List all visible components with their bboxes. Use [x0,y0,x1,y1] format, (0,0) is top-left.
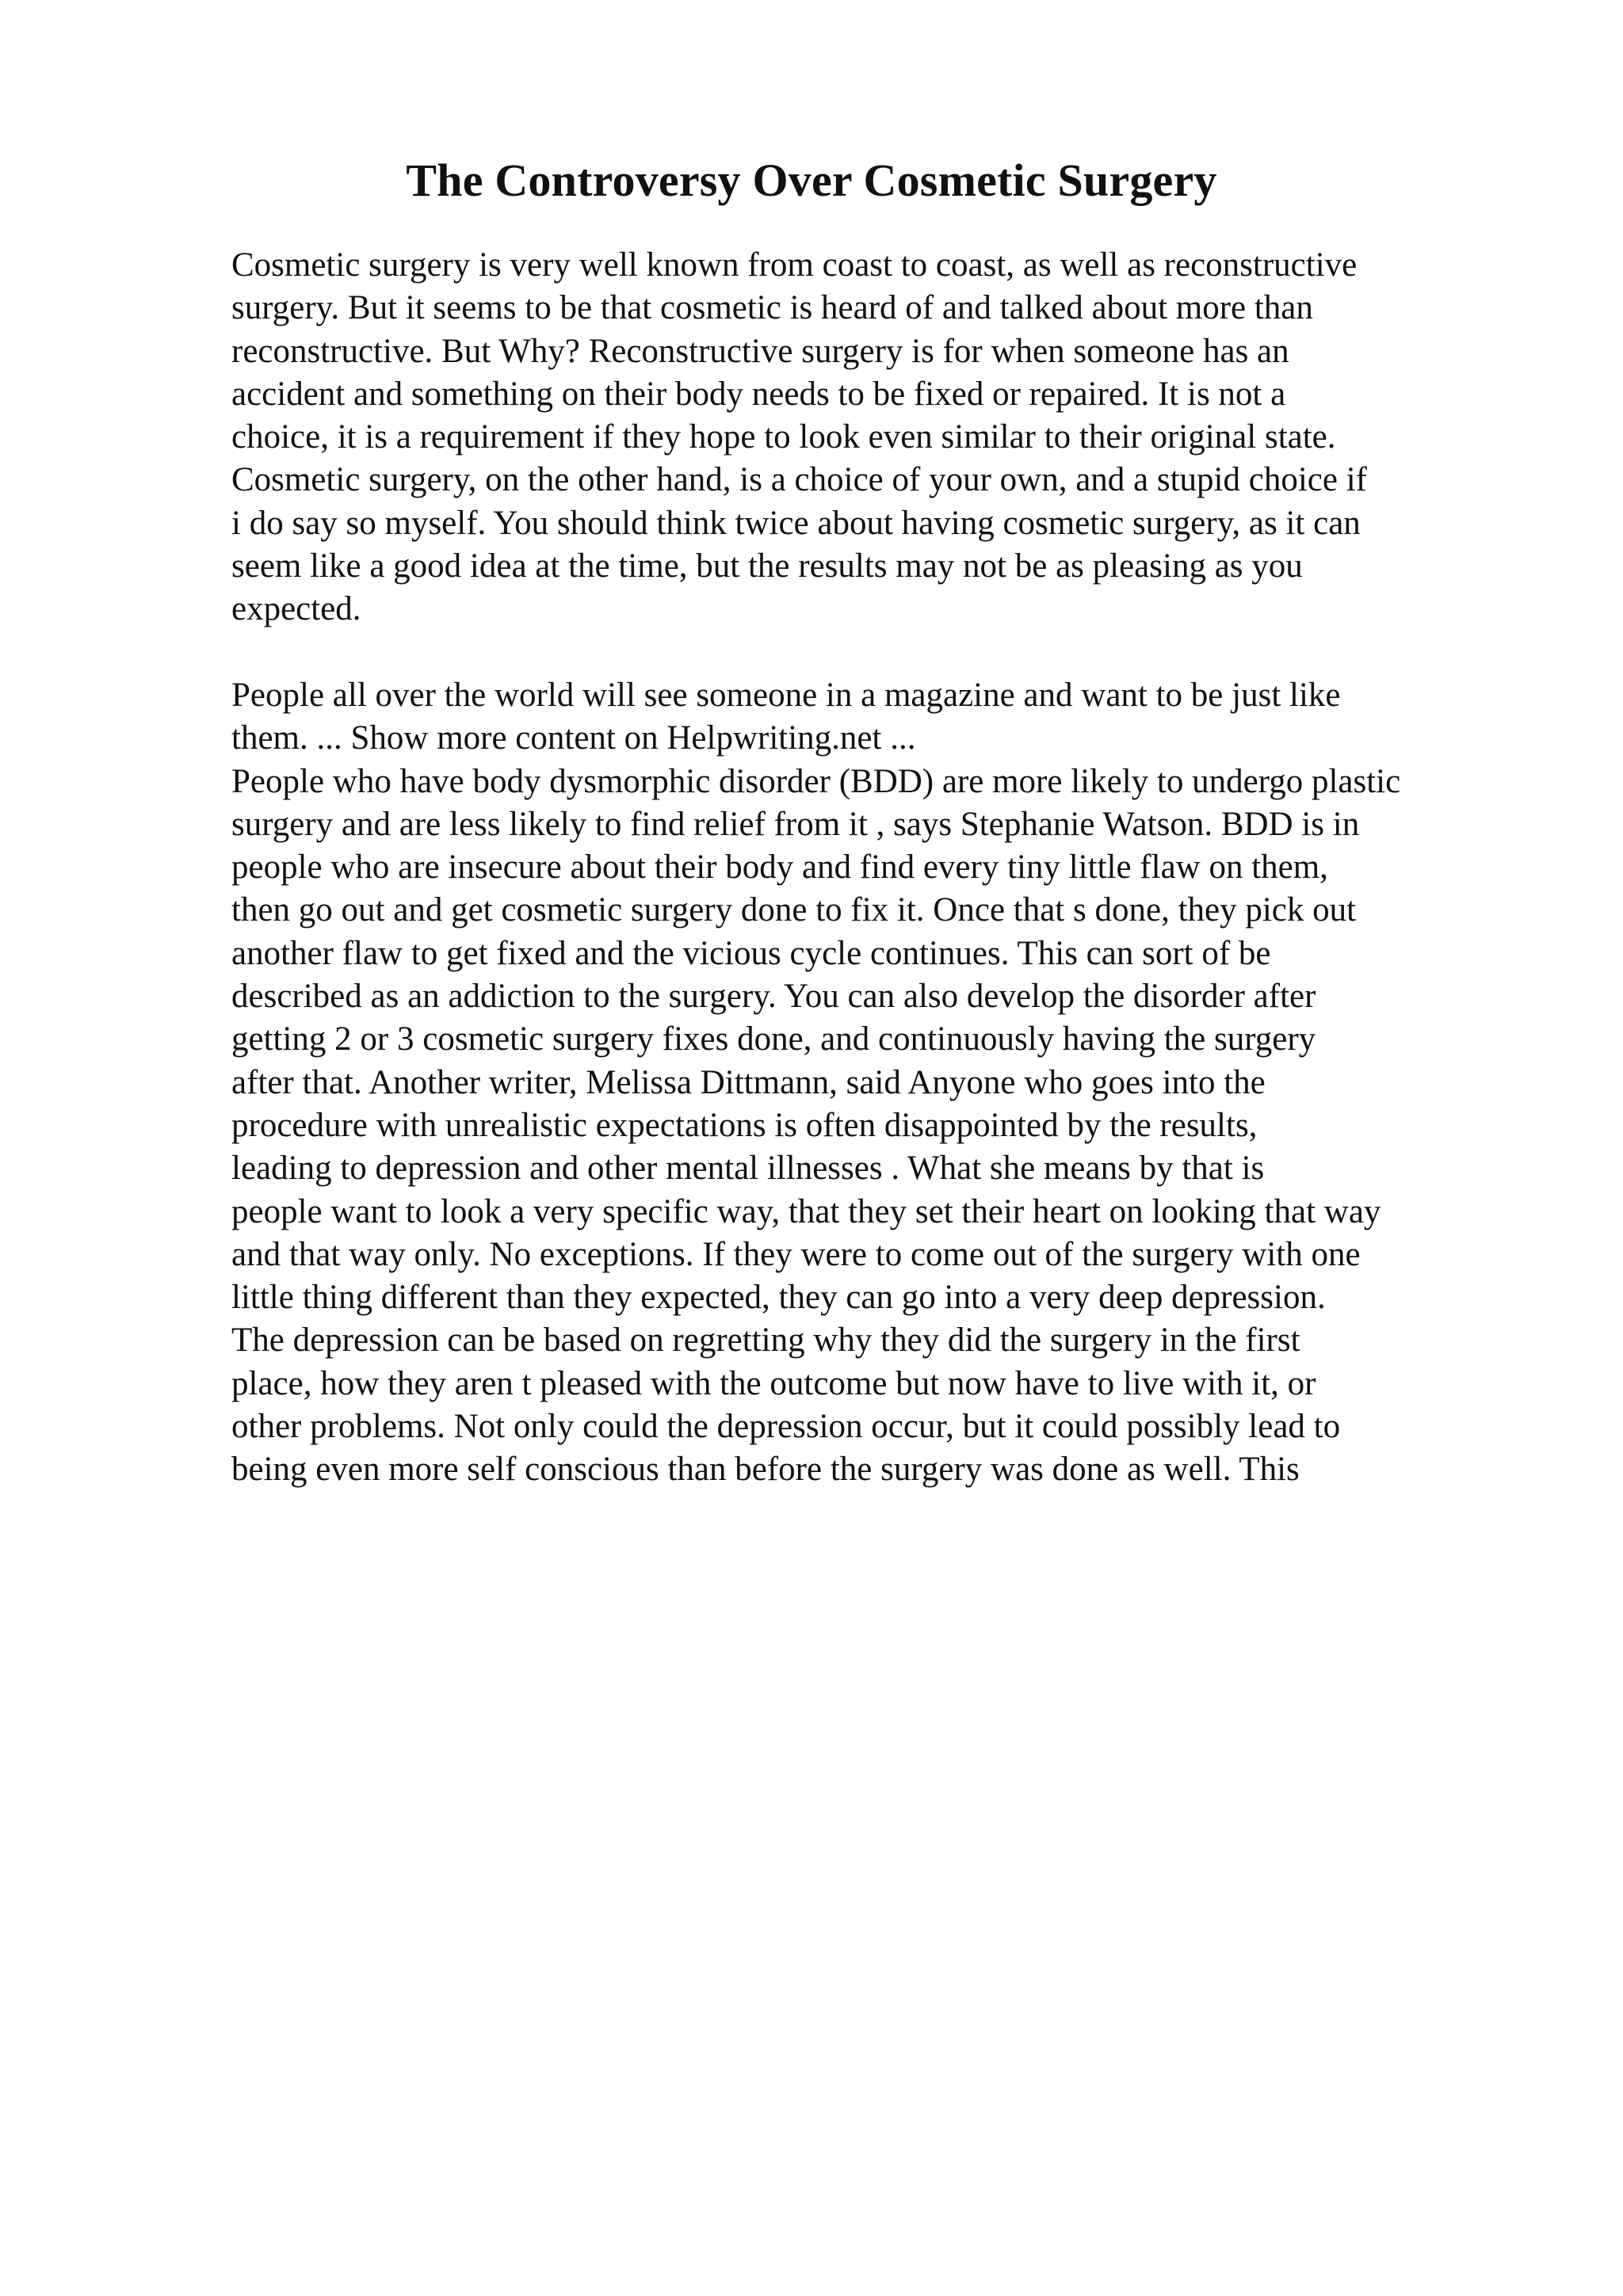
paragraph-gap [231,631,1531,674]
paragraph-1 [231,244,1531,631]
text-line: surgery. But it seems to be that cosmetic is heard of and talked about more than [231,289,1313,327]
text-line: people want to look a very specific way, that they set their heart on looking that way [231,1192,1381,1230]
document-title: The Controversy Over Cosmetic Surgery [406,154,1217,206]
text-line: Cosmetic surgery is very well known from coast to coast, as well as reconstructive [231,246,1358,284]
text-line: expected. [231,590,361,628]
text-line: seem like a good idea at the time, but the results may not be as pleasing as you [231,547,1303,585]
text-line: The depression can be based on regretting why they did the surgery in the first [231,1322,1300,1360]
text-line: procedure with unrealistic expectations is often disappointed by the results, [231,1106,1258,1144]
text-line: reconstructive. But Why? Reconstructive surgery is for when someone has an [231,332,1289,370]
text-line: another flaw to get fixed and the vicious cycle continues. This can sort of be [231,934,1271,972]
text-line: getting 2 or 3 cosmetic surgery fixes done, and continuously having the surgery [231,1020,1316,1058]
document-body [231,244,1531,1492]
text-line: choice, it is a requirement if they hope to look even similar to their original state. [231,418,1336,456]
text-line: people who are insecure about their body and find every tiny little flaw on them, [231,849,1328,887]
text-line: described as an addiction to the surgery. You can also develop the disorder after [231,978,1316,1016]
text-line: accident and something on their body needs to be fixed or repaired. It is not a [231,375,1286,413]
text-line: and that way only. No exceptions. If they were to come out of the surgery with one [231,1235,1361,1273]
text-line: Cosmetic surgery, on the other hand, is a choice of your own, and a stupid choice if [231,461,1367,499]
text-line: being even more self conscious than before the surgery was done as well. This [231,1451,1300,1489]
text-line: People who have body dysmorphic disorder (BDD) are more likely to undergo plastic [231,762,1401,800]
text-line: after that. Another writer, Melissa Dittmann, said Anyone who goes into the [231,1063,1266,1101]
text-line: i do say so myself. You should think twice about having cosmetic surgery, as it can [231,504,1361,542]
text-line: little thing different than they expected, they can go into a very deep depression. [231,1279,1326,1317]
text-line: then go out and get cosmetic surgery done to fix it. Once that s done, they pick out [231,891,1357,929]
text-line: surgery and are less likely to find relief from it , says Stephanie Watson. BDD is in [231,805,1360,843]
text-line: other problems. Not only could the depression occur, but it could possibly lead to [231,1408,1341,1446]
text-line: them. ... Show more content on Helpwriting.net ... [231,719,916,757]
text-line: leading to depression and other mental illnesses . What she means by that is [231,1150,1265,1188]
text-line: People all over the world will see someone in a magazine and want to be just like [231,676,1341,714]
paragraph-2 [231,674,1531,1492]
text-line: place, how they aren t pleased with the outcome but now have to live with it, or [231,1364,1316,1402]
